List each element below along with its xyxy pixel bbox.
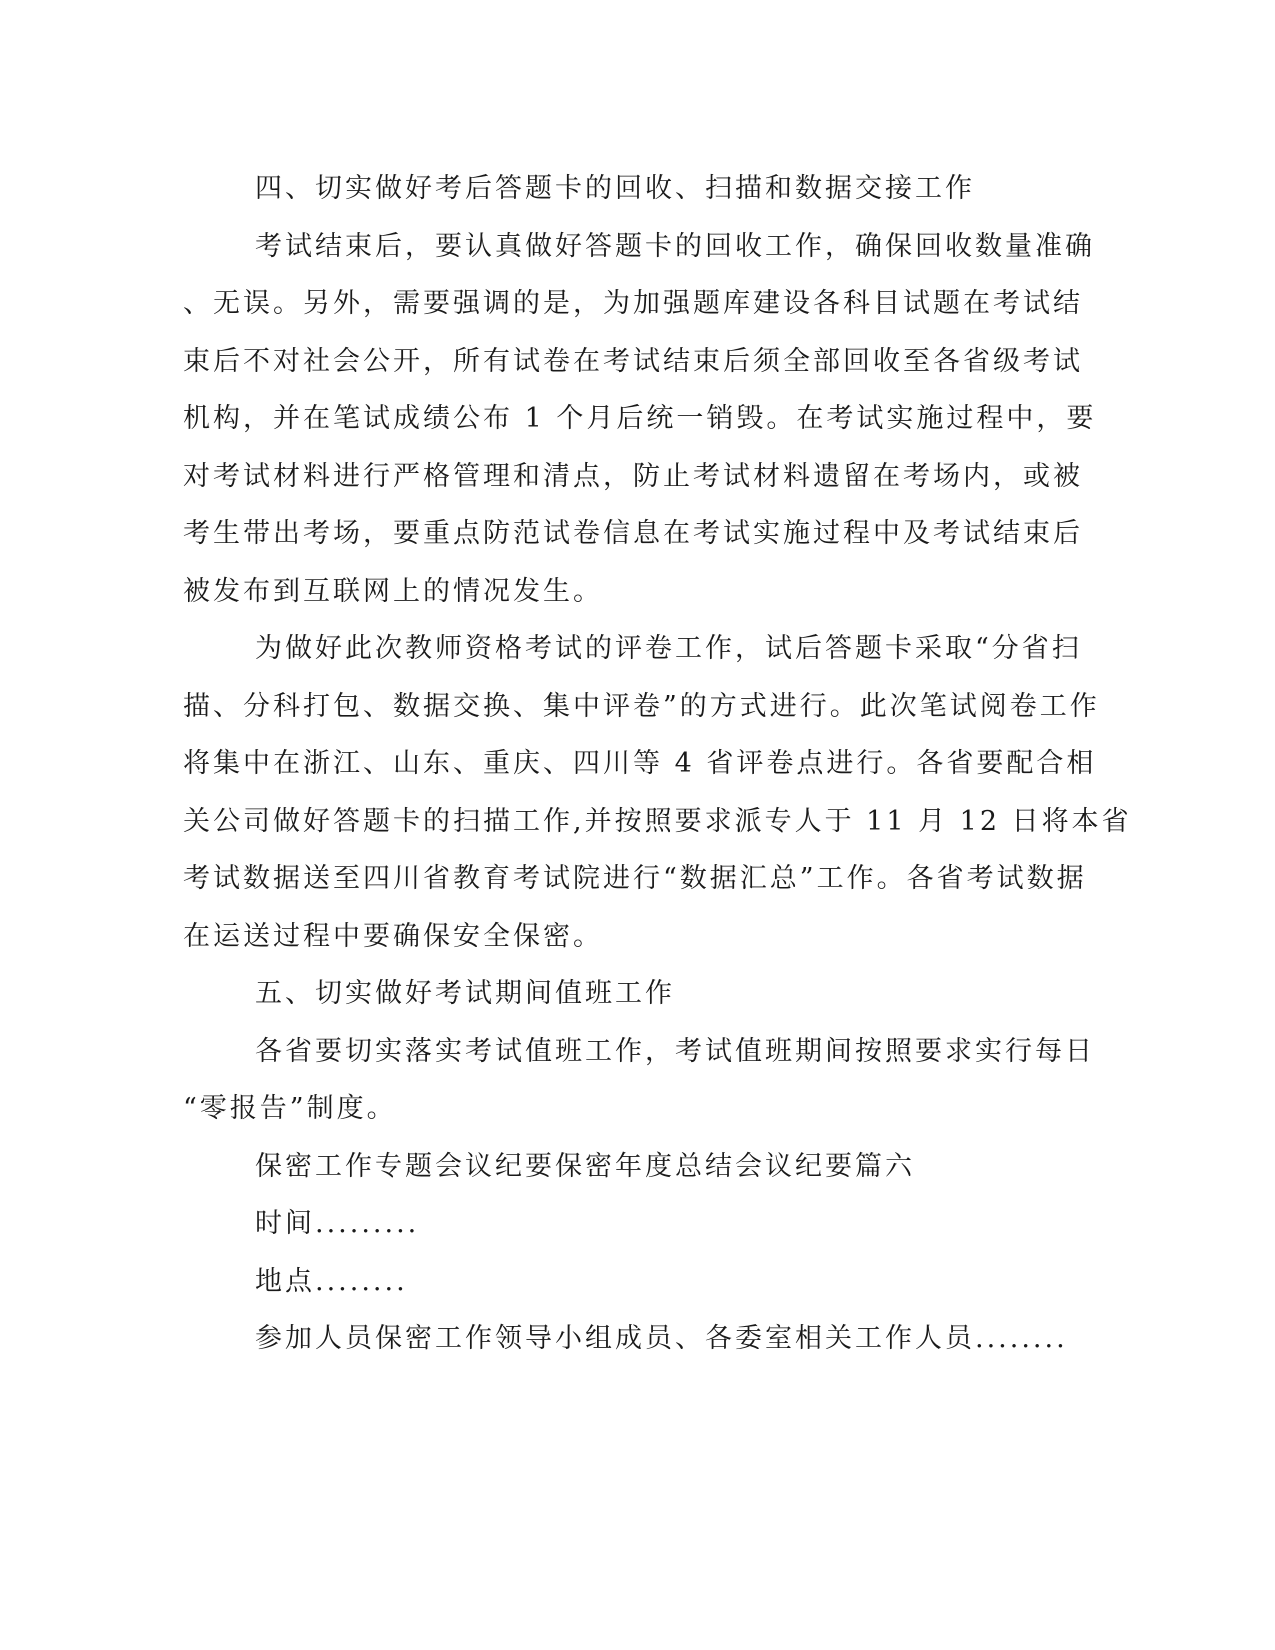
document-body [183,160,1132,1368]
paragraph-line: 对考试材料进行严格管理和清点，防止考试材料遗留在考场内，或被 [183,460,1083,492]
meeting-time: 时间......... [255,1208,420,1239]
meeting-attendees: 参加人员保密工作领导小组成员、各委室相关工作人员........ [255,1323,1068,1354]
paragraph-line: 各省要切实落实考试值班工作，考试值班期间按照要求实行每日 [255,1035,1095,1067]
paragraph-line: 束后不对社会公开，所有试卷在考试结束后须全部回收至各省级考试 [183,345,1083,377]
paragraph-line: 考生带出考场，要重点防范试卷信息在考试实施过程中及考试结束后 [183,518,1083,549]
meeting-location: 地点........ [255,1265,408,1297]
paragraph-line: 描、分科打包、数据交换、集中评卷”的方式进行。此次笔试阅卷工作 [183,690,1100,722]
paragraph-line: 关公司做好答题卡的扫描工作,并按照要求派专人于 11 月 12 日将本省 [183,805,1132,837]
paragraph-line: 为做好此次教师资格考试的评卷工作，试后答题卡采取“分省扫 [255,633,1082,664]
paragraph-line: 在运送过程中要确保安全保密。 [183,920,603,952]
article-title: 保密工作专题会议纪要保密年度总结会议纪要篇六 [255,1150,915,1182]
paragraph-line: 、无误。另外，需要强调的是，为加强题库建设各科目试题在考试结 [183,288,1083,319]
paragraph-line: “零报告”制度。 [183,1093,397,1124]
paragraph-line: 考试结束后，要认真做好答题卡的回收工作，确保回收数量准确 [255,230,1095,262]
paragraph-line: 被发布到互联网上的情况发生。 [183,575,603,607]
section-heading-four: 四、切实做好考后答题卡的回收、扫描和数据交接工作 [255,173,975,204]
paragraph-line: 机构，并在笔试成绩公布 1 个月后统一销毁。在考试实施过程中，要 [183,403,1097,434]
section-heading-five: 五、切实做好考试期间值班工作 [255,978,675,1009]
paragraph-line: 考试数据送至四川省教育考试院进行“数据汇总”工作。各省考试数据 [183,863,1087,894]
paragraph-line: 将集中在浙江、山东、重庆、四川等 4 省评卷点进行。各省要配合相 [183,748,1097,779]
